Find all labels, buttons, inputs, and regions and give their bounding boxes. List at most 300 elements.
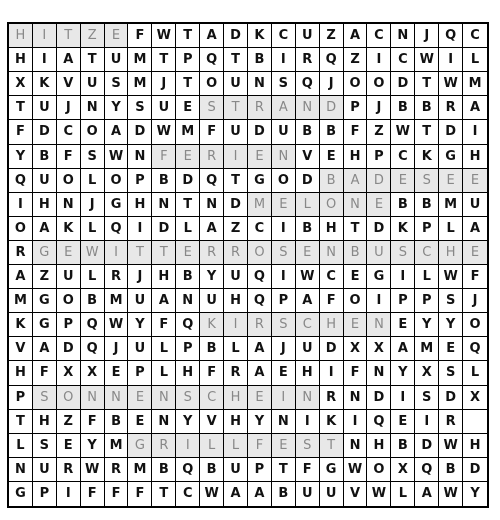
grid-cell-r9-c13[interactable]: N xyxy=(320,241,344,265)
grid-cell-r5-c8[interactable]: R xyxy=(200,145,224,169)
grid-cell-r13-c11[interactable]: J xyxy=(272,337,296,361)
grid-cell-r10-c1[interactable]: Z xyxy=(33,265,57,289)
grid-cell-r19-c11[interactable]: B xyxy=(272,482,296,506)
grid-cell-r13-c13[interactable]: D xyxy=(320,337,344,361)
grid-cell-r11-c4[interactable]: M xyxy=(105,289,129,313)
grid-cell-r6-c16[interactable]: E xyxy=(391,169,415,193)
grid-cell-r18-c16[interactable]: X xyxy=(391,458,415,482)
grid-cell-r7-c10[interactable]: M xyxy=(248,193,272,217)
grid-cell-r14-c13[interactable]: I xyxy=(320,361,344,385)
grid-cell-r7-c3[interactable]: J xyxy=(81,193,105,217)
grid-cell-r5-c16[interactable]: C xyxy=(391,145,415,169)
grid-cell-r9-c10[interactable]: O xyxy=(248,241,272,265)
grid-cell-r4-c10[interactable]: D xyxy=(248,120,272,144)
grid-cell-r12-c18[interactable]: Y xyxy=(439,313,463,337)
grid-cell-r4-c5[interactable]: D xyxy=(128,120,152,144)
grid-cell-r9-c15[interactable]: U xyxy=(367,241,391,265)
grid-cell-r7-c2[interactable]: N xyxy=(57,193,81,217)
grid-cell-r0-c10[interactable]: K xyxy=(248,24,272,48)
grid-cell-r17-c12[interactable]: S xyxy=(296,434,320,458)
grid-cell-r19-c5[interactable]: F xyxy=(128,482,152,506)
grid-cell-r17-c10[interactable]: F xyxy=(248,434,272,458)
grid-cell-r18-c0[interactable]: N xyxy=(9,458,33,482)
grid-cell-r8-c15[interactable]: D xyxy=(367,217,391,241)
grid-cell-r2-c5[interactable]: M xyxy=(128,72,152,96)
grid-cell-r16-c9[interactable]: H xyxy=(224,410,248,434)
grid-cell-r16-c16[interactable]: E xyxy=(391,410,415,434)
grid-cell-r4-c1[interactable]: D xyxy=(33,120,57,144)
grid-cell-r11-c2[interactable]: O xyxy=(57,289,81,313)
grid-cell-r14-c3[interactable]: X xyxy=(81,361,105,385)
grid-cell-r12-c17[interactable]: Y xyxy=(415,313,439,337)
grid-cell-r8-c10[interactable]: C xyxy=(248,217,272,241)
grid-cell-r6-c7[interactable]: D xyxy=(176,169,200,193)
grid-cell-r16-c18[interactable]: R xyxy=(439,410,463,434)
grid-cell-r12-c11[interactable]: S xyxy=(272,313,296,337)
grid-cell-r11-c19[interactable]: J xyxy=(463,289,487,313)
grid-cell-r14-c8[interactable]: F xyxy=(200,361,224,385)
grid-cell-r12-c12[interactable]: C xyxy=(296,313,320,337)
grid-cell-r4-c11[interactable]: U xyxy=(272,120,296,144)
grid-cell-r18-c13[interactable]: G xyxy=(320,458,344,482)
grid-cell-r11-c1[interactable]: G xyxy=(33,289,57,313)
grid-cell-r13-c6[interactable]: L xyxy=(152,337,176,361)
grid-cell-r6-c8[interactable]: Q xyxy=(200,169,224,193)
grid-cell-r14-c11[interactable]: E xyxy=(272,361,296,385)
grid-cell-r4-c15[interactable]: Z xyxy=(367,120,391,144)
grid-cell-r10-c0[interactable]: A xyxy=(9,265,33,289)
grid-cell-r6-c14[interactable]: A xyxy=(344,169,368,193)
grid-cell-r10-c15[interactable]: G xyxy=(367,265,391,289)
grid-cell-r7-c8[interactable]: N xyxy=(200,193,224,217)
grid-cell-r5-c18[interactable]: G xyxy=(439,145,463,169)
grid-cell-r5-c6[interactable]: F xyxy=(152,145,176,169)
grid-cell-r7-c17[interactable]: B xyxy=(415,193,439,217)
grid-cell-r16-c3[interactable]: F xyxy=(81,410,105,434)
grid-cell-r0-c15[interactable]: C xyxy=(367,24,391,48)
grid-cell-r1-c10[interactable]: B xyxy=(248,48,272,72)
grid-cell-r12-c19[interactable]: O xyxy=(463,313,487,337)
grid-cell-r12-c14[interactable]: E xyxy=(344,313,368,337)
grid-cell-r5-c1[interactable]: B xyxy=(33,145,57,169)
grid-cell-r8-c0[interactable]: O xyxy=(9,217,33,241)
grid-cell-r13-c5[interactable]: U xyxy=(128,337,152,361)
grid-cell-r12-c6[interactable]: F xyxy=(152,313,176,337)
grid-cell-r3-c5[interactable]: S xyxy=(128,96,152,120)
grid-cell-r2-c4[interactable]: S xyxy=(105,72,129,96)
grid-cell-r3-c7[interactable]: E xyxy=(176,96,200,120)
grid-cell-r14-c18[interactable]: S xyxy=(439,361,463,385)
grid-cell-r16-c8[interactable]: V xyxy=(200,410,224,434)
grid-cell-r4-c17[interactable]: T xyxy=(415,120,439,144)
grid-cell-r16-c7[interactable]: Y xyxy=(176,410,200,434)
grid-cell-r15-c2[interactable]: O xyxy=(57,386,81,410)
grid-cell-r1-c1[interactable]: I xyxy=(33,48,57,72)
grid-cell-r8-c9[interactable]: Z xyxy=(224,217,248,241)
grid-cell-r16-c14[interactable]: I xyxy=(344,410,368,434)
grid-cell-r13-c17[interactable]: M xyxy=(415,337,439,361)
grid-cell-r0-c5[interactable]: F xyxy=(128,24,152,48)
grid-cell-r19-c13[interactable]: U xyxy=(320,482,344,506)
grid-cell-r15-c5[interactable]: E xyxy=(128,386,152,410)
grid-cell-r15-c6[interactable]: N xyxy=(152,386,176,410)
grid-cell-r18-c1[interactable]: U xyxy=(33,458,57,482)
grid-cell-r10-c8[interactable]: Y xyxy=(200,265,224,289)
grid-cell-r6-c10[interactable]: G xyxy=(248,169,272,193)
grid-cell-r14-c19[interactable]: L xyxy=(463,361,487,385)
grid-cell-r16-c2[interactable]: Z xyxy=(57,410,81,434)
grid-cell-r17-c11[interactable]: E xyxy=(272,434,296,458)
grid-cell-r18-c8[interactable]: B xyxy=(200,458,224,482)
grid-cell-r19-c16[interactable]: L xyxy=(391,482,415,506)
grid-cell-r14-c9[interactable]: R xyxy=(224,361,248,385)
grid-cell-r11-c10[interactable]: Q xyxy=(248,289,272,313)
grid-cell-r4-c7[interactable]: M xyxy=(176,120,200,144)
grid-cell-r3-c10[interactable]: R xyxy=(248,96,272,120)
grid-cell-r17-c17[interactable]: D xyxy=(415,434,439,458)
grid-cell-r19-c19[interactable]: Y xyxy=(470,486,480,502)
grid-cell-r19-c2[interactable]: I xyxy=(57,482,81,506)
grid-cell-r0-c6[interactable]: W xyxy=(152,24,176,48)
grid-cell-r0-c3[interactable]: Z xyxy=(81,24,105,48)
grid-cell-r10-c3[interactable]: L xyxy=(81,265,105,289)
grid-cell-r15-c15[interactable]: D xyxy=(367,386,391,410)
grid-cell-r16-c0[interactable]: T xyxy=(9,410,33,434)
grid-cell-r1-c7[interactable]: P xyxy=(176,48,200,72)
grid-cell-r17-c14[interactable]: N xyxy=(344,434,368,458)
grid-cell-r3-c3[interactable]: N xyxy=(81,96,105,120)
grid-cell-r10-c18[interactable]: W xyxy=(439,265,463,289)
grid-cell-r12-c5[interactable]: Y xyxy=(128,313,152,337)
grid-cell-r9-c8[interactable]: R xyxy=(200,241,224,265)
grid-cell-r12-c8[interactable]: K xyxy=(200,313,224,337)
grid-cell-r8-c11[interactable]: I xyxy=(272,217,296,241)
grid-cell-r11-c17[interactable]: P xyxy=(415,289,439,313)
grid-cell-r0-c19[interactable]: C xyxy=(463,24,487,48)
grid-cell-r8-c1[interactable]: A xyxy=(33,217,57,241)
grid-cell-r15-c7[interactable]: S xyxy=(176,386,200,410)
grid-cell-r13-c0[interactable]: V xyxy=(9,337,33,361)
grid-cell-r6-c13[interactable]: B xyxy=(320,169,344,193)
grid-cell-r2-c16[interactable]: D xyxy=(391,72,415,96)
grid-cell-r19-c14[interactable]: V xyxy=(344,482,368,506)
grid-cell-r13-c15[interactable]: X xyxy=(367,337,391,361)
grid-cell-r5-c12[interactable]: V xyxy=(296,145,320,169)
grid-cell-r2-c1[interactable]: K xyxy=(33,72,57,96)
grid-cell-r15-c1[interactable]: S xyxy=(33,386,57,410)
grid-cell-r8-c3[interactable]: L xyxy=(81,217,105,241)
grid-cell-r12-c2[interactable]: P xyxy=(57,313,81,337)
grid-cell-r1-c19[interactable]: L xyxy=(463,48,487,72)
grid-cell-r11-c12[interactable]: A xyxy=(296,289,320,313)
grid-cell-r19-c1[interactable]: P xyxy=(33,482,57,506)
grid-cell-r0-c0[interactable]: H xyxy=(9,24,33,48)
grid-cell-r14-c17[interactable]: X xyxy=(415,361,439,385)
grid-cell-r3-c0[interactable]: T xyxy=(9,96,33,120)
grid-cell-r7-c11[interactable]: E xyxy=(272,193,296,217)
grid-cell-r10-c9[interactable]: U xyxy=(224,265,248,289)
grid-cell-r9-c17[interactable]: C xyxy=(415,241,439,265)
grid-cell-r17-c4[interactable]: M xyxy=(105,434,129,458)
grid-cell-r14-c5[interactable]: P xyxy=(128,361,152,385)
grid-cell-r1-c13[interactable]: Q xyxy=(320,48,344,72)
grid-cell-r16-c1[interactable]: H xyxy=(33,410,57,434)
grid-cell-r6-c11[interactable]: O xyxy=(272,169,296,193)
grid-cell-r5-c7[interactable]: E xyxy=(176,145,200,169)
grid-cell-r7-c7[interactable]: T xyxy=(176,193,200,217)
grid-cell-r9-c6[interactable]: T xyxy=(152,241,176,265)
grid-cell-r5-c19[interactable]: H xyxy=(463,145,487,169)
grid-cell-r12-c3[interactable]: Q xyxy=(81,313,105,337)
grid-cell-r0-c2[interactable]: T xyxy=(57,24,81,48)
grid-cell-r1-c12[interactable]: R xyxy=(296,48,320,72)
grid-cell-r19-c8[interactable]: W xyxy=(200,482,224,506)
grid-cell-r3-c12[interactable]: N xyxy=(296,96,320,120)
grid-cell-r2-c8[interactable]: O xyxy=(200,72,224,96)
grid-cell-r15-c11[interactable]: I xyxy=(272,386,296,410)
grid-cell-r9-c4[interactable]: I xyxy=(105,241,129,265)
grid-cell-r2-c14[interactable]: O xyxy=(344,72,368,96)
grid-cell-r14-c4[interactable]: E xyxy=(105,361,129,385)
grid-cell-r12-c1[interactable]: G xyxy=(33,313,57,337)
grid-cell-r18-c3[interactable]: W xyxy=(81,458,105,482)
grid-cell-r8-c2[interactable]: K xyxy=(57,217,81,241)
grid-cell-r12-c4[interactable]: W xyxy=(105,313,129,337)
grid-cell-r15-c14[interactable]: N xyxy=(344,386,368,410)
grid-cell-r7-c13[interactable]: O xyxy=(320,193,344,217)
grid-cell-r9-c9[interactable]: R xyxy=(224,241,248,265)
grid-cell-r14-c7[interactable]: H xyxy=(176,361,200,385)
grid-cell-r3-c6[interactable]: U xyxy=(152,96,176,120)
grid-cell-r6-c19[interactable]: E xyxy=(463,169,487,193)
grid-cell-r2-c18[interactable]: W xyxy=(439,72,463,96)
grid-cell-r3-c9[interactable]: T xyxy=(224,96,248,120)
grid-cell-r13-c14[interactable]: X xyxy=(344,337,368,361)
grid-cell-r2-c0[interactable]: X xyxy=(9,72,33,96)
grid-cell-r3-c19[interactable]: A xyxy=(463,96,487,120)
grid-cell-r10-c19[interactable]: F xyxy=(463,265,487,289)
grid-cell-r18-c5[interactable]: M xyxy=(128,458,152,482)
grid-cell-r15-c13[interactable]: R xyxy=(320,386,344,410)
grid-cell-r0-c8[interactable]: A xyxy=(200,24,224,48)
grid-cell-r15-c18[interactable]: D xyxy=(439,386,463,410)
grid-cell-r13-c4[interactable]: J xyxy=(105,337,129,361)
grid-cell-r16-c15[interactable]: Q xyxy=(367,410,391,434)
grid-cell-r10-c4[interactable]: R xyxy=(105,265,129,289)
grid-cell-r8-c12[interactable]: B xyxy=(296,217,320,241)
grid-cell-r7-c16[interactable]: B xyxy=(391,193,415,217)
grid-cell-r18-c14[interactable]: W xyxy=(344,458,368,482)
grid-cell-r17-c0[interactable]: L xyxy=(9,434,33,458)
grid-cell-r18-c11[interactable]: T xyxy=(272,458,296,482)
grid-cell-r2-c3[interactable]: U xyxy=(81,72,105,96)
grid-cell-r17-c1[interactable]: S xyxy=(33,434,57,458)
grid-cell-r11-c8[interactable]: U xyxy=(200,289,224,313)
grid-cell-r10-c11[interactable]: I xyxy=(272,265,296,289)
grid-cell-r4-c18[interactable]: D xyxy=(439,120,463,144)
grid-cell-r2-c7[interactable]: T xyxy=(176,72,200,96)
grid-cell-r11-c16[interactable]: P xyxy=(391,289,415,313)
grid-cell-r8-c17[interactable]: P xyxy=(415,217,439,241)
grid-cell-r3-c2[interactable]: J xyxy=(57,96,81,120)
grid-cell-r3-c13[interactable]: D xyxy=(320,96,344,120)
grid-cell-r1-c11[interactable]: I xyxy=(272,48,296,72)
grid-cell-r17-c5[interactable]: G xyxy=(128,434,152,458)
grid-cell-r0-c16[interactable]: N xyxy=(391,24,415,48)
grid-cell-r5-c14[interactable]: H xyxy=(344,145,368,169)
grid-cell-r6-c3[interactable]: L xyxy=(81,169,105,193)
grid-cell-r11-c3[interactable]: B xyxy=(81,289,105,313)
grid-cell-r15-c9[interactable]: H xyxy=(224,386,248,410)
grid-cell-r17-c18[interactable]: W xyxy=(439,434,463,458)
grid-cell-r12-c7[interactable]: Q xyxy=(176,313,200,337)
grid-cell-r13-c8[interactable]: B xyxy=(200,337,224,361)
grid-cell-r7-c0[interactable]: I xyxy=(9,193,33,217)
grid-cell-r1-c9[interactable]: T xyxy=(224,48,248,72)
grid-cell-r11-c14[interactable]: O xyxy=(344,289,368,313)
grid-cell-r15-c10[interactable]: E xyxy=(248,386,272,410)
grid-cell-r7-c1[interactable]: H xyxy=(33,193,57,217)
grid-cell-r15-c17[interactable]: S xyxy=(415,386,439,410)
grid-cell-r6-c6[interactable]: B xyxy=(152,169,176,193)
grid-cell-r6-c15[interactable]: D xyxy=(367,169,391,193)
grid-cell-r7-c4[interactable]: G xyxy=(105,193,129,217)
grid-cell-r14-c12[interactable]: H xyxy=(296,361,320,385)
grid-cell-r9-c12[interactable]: E xyxy=(296,241,320,265)
grid-cell-r5-c0[interactable]: Y xyxy=(9,145,33,169)
grid-cell-r6-c12[interactable]: D xyxy=(296,169,320,193)
grid-cell-r8-c16[interactable]: K xyxy=(391,217,415,241)
grid-cell-r4-c16[interactable]: W xyxy=(391,120,415,144)
grid-cell-r2-c12[interactable]: Q xyxy=(296,72,320,96)
grid-cell-r7-c15[interactable]: E xyxy=(367,193,391,217)
grid-cell-r13-c16[interactable]: A xyxy=(391,337,415,361)
grid-cell-r9-c14[interactable]: B xyxy=(344,241,368,265)
grid-cell-r1-c8[interactable]: Q xyxy=(200,48,224,72)
grid-cell-r8-c19[interactable]: A xyxy=(463,217,487,241)
grid-cell-r11-c18[interactable]: S xyxy=(439,289,463,313)
grid-cell-r7-c18[interactable]: M xyxy=(439,193,463,217)
grid-cell-r9-c5[interactable]: T xyxy=(128,241,152,265)
grid-cell-r17-c16[interactable]: B xyxy=(391,434,415,458)
grid-cell-r8-c14[interactable]: T xyxy=(344,217,368,241)
grid-cell-r9-c1[interactable]: G xyxy=(33,241,57,265)
grid-cell-r6-c0[interactable]: Q xyxy=(9,169,33,193)
grid-cell-r15-c4[interactable]: N xyxy=(105,386,129,410)
grid-cell-r18-c19[interactable]: D xyxy=(463,458,487,482)
grid-cell-r19-c12[interactable]: U xyxy=(296,482,320,506)
grid-cell-r3-c16[interactable]: B xyxy=(391,96,415,120)
grid-cell-r5-c17[interactable]: K xyxy=(415,145,439,169)
grid-cell-r15-c8[interactable]: C xyxy=(200,386,224,410)
grid-cell-r4-c14[interactable]: F xyxy=(344,120,368,144)
grid-cell-r10-c6[interactable]: H xyxy=(152,265,176,289)
grid-cell-r11-c6[interactable]: A xyxy=(152,289,176,313)
grid-cell-r2-c13[interactable]: J xyxy=(320,72,344,96)
grid-cell-r18-c12[interactable]: F xyxy=(296,458,320,482)
grid-cell-r9-c19[interactable]: E xyxy=(463,241,487,265)
grid-cell-r4-c6[interactable]: W xyxy=(152,120,176,144)
grid-cell-r11-c9[interactable]: H xyxy=(224,289,248,313)
grid-cell-r6-c5[interactable]: P xyxy=(128,169,152,193)
grid-cell-r2-c19[interactable]: M xyxy=(463,72,487,96)
grid-cell-r2-c17[interactable]: T xyxy=(415,72,439,96)
grid-cell-r14-c1[interactable]: F xyxy=(33,361,57,385)
grid-cell-r18-c18[interactable]: B xyxy=(439,458,463,482)
grid-cell-r5-c9[interactable]: I xyxy=(224,145,248,169)
grid-cell-r13-c12[interactable]: U xyxy=(296,337,320,361)
grid-cell-r15-c3[interactable]: N xyxy=(81,386,105,410)
grid-cell-r16-c19[interactable] xyxy=(463,410,487,434)
grid-cell-r4-c0[interactable]: F xyxy=(9,120,33,144)
grid-cell-r12-c15[interactable]: N xyxy=(367,313,391,337)
grid-cell-r15-c16[interactable]: I xyxy=(391,386,415,410)
grid-cell-r16-c12[interactable]: I xyxy=(296,410,320,434)
grid-cell-r13-c9[interactable]: L xyxy=(224,337,248,361)
grid-cell-r14-c16[interactable]: Y xyxy=(391,361,415,385)
grid-cell-r18-c9[interactable]: U xyxy=(224,458,248,482)
grid-cell-r0-c7[interactable]: T xyxy=(176,24,200,48)
grid-cell-r16-c5[interactable]: E xyxy=(128,410,152,434)
grid-cell-r6-c9[interactable]: T xyxy=(224,169,248,193)
grid-cell-r19-c17[interactable]: A xyxy=(415,482,439,506)
grid-cell-r7-c14[interactable]: N xyxy=(344,193,368,217)
grid-cell-r0-c9[interactable]: D xyxy=(224,24,248,48)
grid-cell-r17-c7[interactable]: I xyxy=(176,434,200,458)
grid-cell-r1-c15[interactable]: I xyxy=(367,48,391,72)
grid-cell-r13-c7[interactable]: P xyxy=(176,337,200,361)
grid-cell-r8-c13[interactable]: H xyxy=(320,217,344,241)
grid-cell-r18-c17[interactable]: Q xyxy=(415,458,439,482)
grid-cell-r10-c13[interactable]: C xyxy=(320,265,344,289)
grid-cell-r5-c2[interactable]: F xyxy=(57,145,81,169)
grid-cell-r8-c18[interactable]: L xyxy=(439,217,463,241)
grid-cell-r17-c6[interactable]: R xyxy=(152,434,176,458)
grid-cell-r17-c2[interactable]: E xyxy=(57,434,81,458)
grid-cell-r9-c0[interactable]: R xyxy=(9,241,33,265)
grid-cell-r9-c18[interactable]: H xyxy=(439,241,463,265)
grid-cell-r0-c4[interactable]: E xyxy=(105,24,129,48)
grid-cell-r3-c15[interactable]: J xyxy=(367,96,391,120)
grid-cell-r16-c17[interactable]: I xyxy=(415,410,439,434)
grid-cell-r18-c4[interactable]: R xyxy=(105,458,129,482)
grid-cell-r2-c11[interactable]: S xyxy=(272,72,296,96)
grid-cell-r11-c13[interactable]: F xyxy=(320,289,344,313)
grid-cell-r12-c9[interactable]: I xyxy=(224,313,248,337)
grid-cell-r5-c4[interactable]: W xyxy=(105,145,129,169)
grid-cell-r10-c10[interactable]: Q xyxy=(248,265,272,289)
grid-cell-r2-c10[interactable]: N xyxy=(248,72,272,96)
grid-cell-r15-c19[interactable]: X xyxy=(463,386,487,410)
grid-cell-r6-c1[interactable]: U xyxy=(33,169,57,193)
grid-cell-r12-c10[interactable]: R xyxy=(248,313,272,337)
grid-cell-r1-c3[interactable]: T xyxy=(81,48,105,72)
grid-cell-r17-c15[interactable]: H xyxy=(367,434,391,458)
grid-cell-r17-c13[interactable]: T xyxy=(320,434,344,458)
grid-cell-r4-c2[interactable]: C xyxy=(57,120,81,144)
grid-cell-r13-c18[interactable]: E xyxy=(439,337,463,361)
grid-cell-r8-c4[interactable]: Q xyxy=(105,217,129,241)
grid-cell-r9-c2[interactable]: E xyxy=(57,241,81,265)
grid-cell-r14-c6[interactable]: L xyxy=(152,361,176,385)
grid-cell-r3-c14[interactable]: P xyxy=(344,96,368,120)
grid-cell-r2-c6[interactable]: J xyxy=(152,72,176,96)
grid-cell-r6-c18[interactable]: E xyxy=(439,169,463,193)
grid-cell-r0-c1[interactable]: I xyxy=(33,24,57,48)
grid-cell-r16-c13[interactable]: K xyxy=(320,410,344,434)
grid-cell-r5-c5[interactable]: N xyxy=(128,145,152,169)
grid-cell-r4-c19[interactable]: I xyxy=(463,120,487,144)
